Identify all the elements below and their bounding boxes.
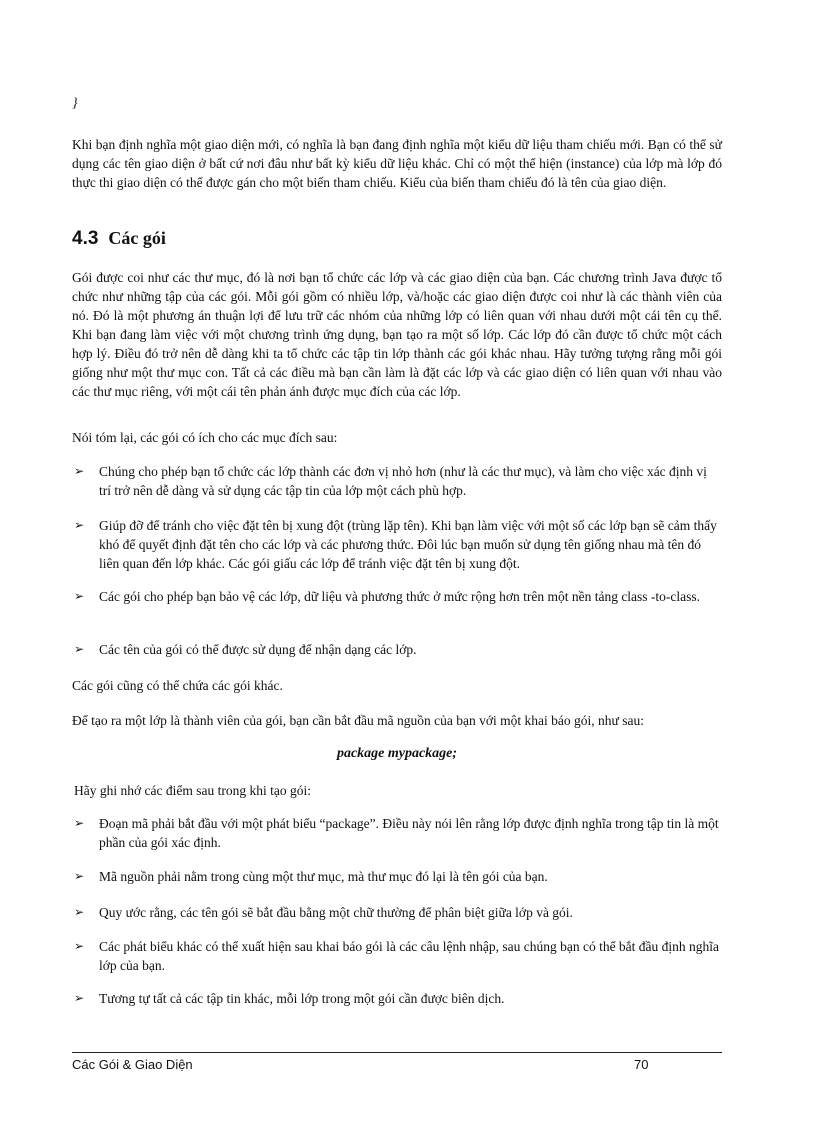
bullet-arrow-icon: ➢ — [74, 816, 85, 830]
bullet-arrow-icon: ➢ — [74, 905, 85, 919]
list-item-text: Giúp đỡ để tránh cho việc đặt tên bị xung đột (trùng lặp tên). Khi bạn làm việc với một số các lớp bạn sẽ cảm thấy khó để quyết định đặt tên cho các lớp và các phương thức. Đôi lúc bạn muốn sử dụng tên giống nhau mà tên đó liên quan đến lớp khác. Các gói giấu các lớp để tránh việc đặt tên bị xung đột. — [99, 518, 717, 571]
bullet-arrow-icon: ➢ — [74, 642, 85, 656]
page-number: 70 — [634, 1057, 649, 1072]
list-item — [72, 989, 722, 1008]
list-item-text: Tương tự tất cả các tập tin khác, mỗi lớp trong một gói cần được biên dịch. — [99, 991, 505, 1006]
remember-intro: Hãy ghi nhớ các điểm sau trong khi tạo gói: — [74, 783, 311, 798]
nested-packages-note: Các gói cũng có thể chứa các gói khác. — [72, 678, 283, 693]
list-item — [72, 462, 722, 500]
list-item — [72, 587, 722, 606]
closing-brace: } — [72, 96, 78, 111]
list-item-text: Quy ước rằng, các tên gói sẽ bắt đầu bằng một chữ thường để phân biệt giữa lớp và gói. — [99, 905, 573, 920]
footer-divider — [72, 1052, 722, 1053]
list-item — [72, 516, 722, 573]
list-item-text: Các tên của gói có thể được sử dụng để nhận dạng các lớp. — [99, 642, 417, 657]
list-item — [72, 867, 722, 886]
bullet-arrow-icon: ➢ — [74, 464, 85, 478]
bullet-arrow-icon: ➢ — [74, 939, 85, 953]
section-title: Các gói — [108, 228, 166, 248]
code-example: package mypackage; — [336, 746, 458, 761]
document-page — [72, 0, 722, 1123]
list-item — [72, 937, 722, 975]
bullet-arrow-icon: ➢ — [74, 589, 85, 603]
section-paragraph: Gói được coi như các thư mục, đó là nơi bạn tổ chức các lớp và các giao diện của bạn. Các chương trình Java được tổ chức như những tập của các gói. Mỗi gói gồm có nhiều lớp, và/hoặc các giao diện được coi như là các thành viên của nó. Đó là một phương án thuận lợi để lưu trữ các nhóm của những lớp có liên quan với nhau dưới một cái tên cụ thể. Khi bạn đang làm việc với một chương trình ứng dụng, bạn tạo ra một số lớp. Các lớp đó cần được tổ chức một cách hợp lý. Điều đó trở nên dễ dàng khi ta tổ chức các tập tin lớp thành các gói khác nhau. Hãy tưởng tượng rằng mỗi gói giống như một thư mục con. Tất cả các điều mà bạn cần làm là đặt các lớp và các giao diện có liên quan với nhau vào các thư mục riêng, với một cái tên phản ánh được mục đích của các lớp. — [72, 270, 722, 399]
section-number: 4.3 — [72, 228, 99, 249]
list-item-text: Chúng cho phép bạn tổ chức các lớp thành các đơn vị nhỏ hơn (như là các thư mục), và làm cho việc xác định vị trí trở nên dễ dàng và sử dụng các tập tin của lớp một cách phù hợp. — [99, 464, 707, 498]
footer-title: Các Gói & Giao Diện — [72, 1057, 193, 1072]
list-item-text: Các gói cho phép bạn bảo vệ các lớp, dữ liệu và phương thức ở mức rộng hơn trên một nền tảng class -to-class. — [99, 589, 701, 604]
list-item — [72, 640, 722, 659]
list-item-text: Đoạn mã phải bắt đầu với một phát biểu “package”. Điều này nói lên rằng lớp được định nghĩa trong tập tin là một phần của gói xác định. — [99, 816, 719, 850]
create-package-note: Để tạo ra một lớp là thành viên của gói, bạn cần bắt đầu mã nguồn của bạn với một khai báo gói, như sau: — [72, 713, 644, 728]
list-item — [72, 903, 722, 922]
list-item-text: Các phát biểu khác có thể xuất hiện sau khai báo gói là các câu lệnh nhập, sau chúng bạn có thể bắt đầu định nghĩa lớp của bạn. — [99, 939, 720, 973]
list-item — [72, 814, 722, 852]
intro-paragraph: Khi bạn định nghĩa một giao diện mới, có nghĩa là bạn đang định nghĩa một kiểu dữ liệu tham chiếu mới. Bạn có thể sử dụng các tên giao diện ở bất cứ nơi đâu như bất kỳ kiểu dữ liệu khác. Chỉ có một thể hiện (instance) của lớp mà lớp đó thực thi giao diện có thể được gán cho một biến tham chiếu. Kiểu của biến tham chiếu đó là tên của giao diện. — [72, 137, 722, 190]
section-heading — [72, 228, 166, 250]
bullet-arrow-icon: ➢ — [74, 991, 85, 1005]
summary-intro: Nói tóm lại, các gói có ích cho các mục đích sau: — [72, 430, 338, 445]
bullet-arrow-icon: ➢ — [74, 518, 85, 532]
list-item-text: Mã nguồn phải nằm trong cùng một thư mục, mà thư mục đó lại là tên gói của bạn. — [99, 869, 548, 884]
bullet-arrow-icon: ➢ — [74, 869, 85, 883]
